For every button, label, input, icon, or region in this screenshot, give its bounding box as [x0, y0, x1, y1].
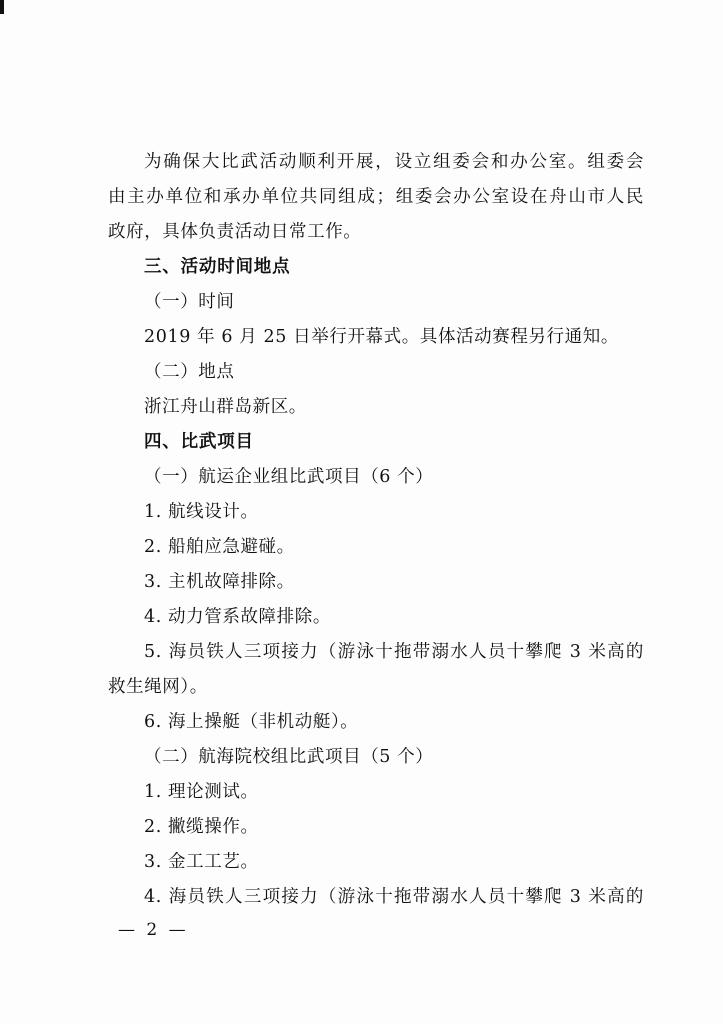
- place-text: 浙江舟山群岛新区。: [144, 397, 307, 417]
- list-item: 2. 船舶应急避碰。: [144, 537, 295, 557]
- subsection-heading-shipping: （一）航运企业组比武项目（6 个）: [144, 467, 434, 487]
- list-item: 3. 主机故障排除。: [144, 572, 295, 592]
- paragraph-line-2: 由主办单位和承办单位共同组成；组委会办公室设在舟山市人民: [108, 187, 644, 207]
- subsection-heading-time: （一）时间: [144, 292, 235, 312]
- list-item-continuation: 救生绳网）。: [108, 677, 208, 697]
- list-item: 5. 海员铁人三项接力（游泳十拖带溺水人员十攀爬 3 米高的: [144, 642, 644, 662]
- scan-corner-mark: [0, 0, 4, 14]
- list-item: 2. 撇缆操作。: [144, 817, 259, 837]
- list-item: 1. 航线设计。: [144, 502, 259, 522]
- paragraph-line-1: 为确保大比武活动顺利开展，设立组委会和办公室。组委会: [144, 152, 644, 172]
- section-heading-4: 四、比武项目: [144, 432, 254, 452]
- list-item: 3. 金工工艺。: [144, 852, 259, 872]
- section-heading-3: 三、活动时间地点: [144, 257, 291, 277]
- paragraph-line-3: 政府，具体负责活动日常工作。: [108, 222, 362, 242]
- subsection-heading-colleges: （二）航海院校组比武项目（5 个）: [144, 747, 434, 767]
- list-item: 4. 海员铁人三项接力（游泳十拖带溺水人员十攀爬 3 米高的: [144, 887, 644, 907]
- subsection-heading-place: （二）地点: [144, 362, 235, 382]
- list-item: 6. 海上操艇（非机动艇）。: [144, 712, 359, 732]
- list-item: 4. 动力管系故障排除。: [144, 607, 331, 627]
- page-number: — 2 —: [118, 920, 189, 940]
- time-text: 2019 年 6 月 25 日举行开幕式。具体活动赛程另行通知。: [144, 327, 619, 347]
- list-item: 1. 理论测试。: [144, 782, 259, 802]
